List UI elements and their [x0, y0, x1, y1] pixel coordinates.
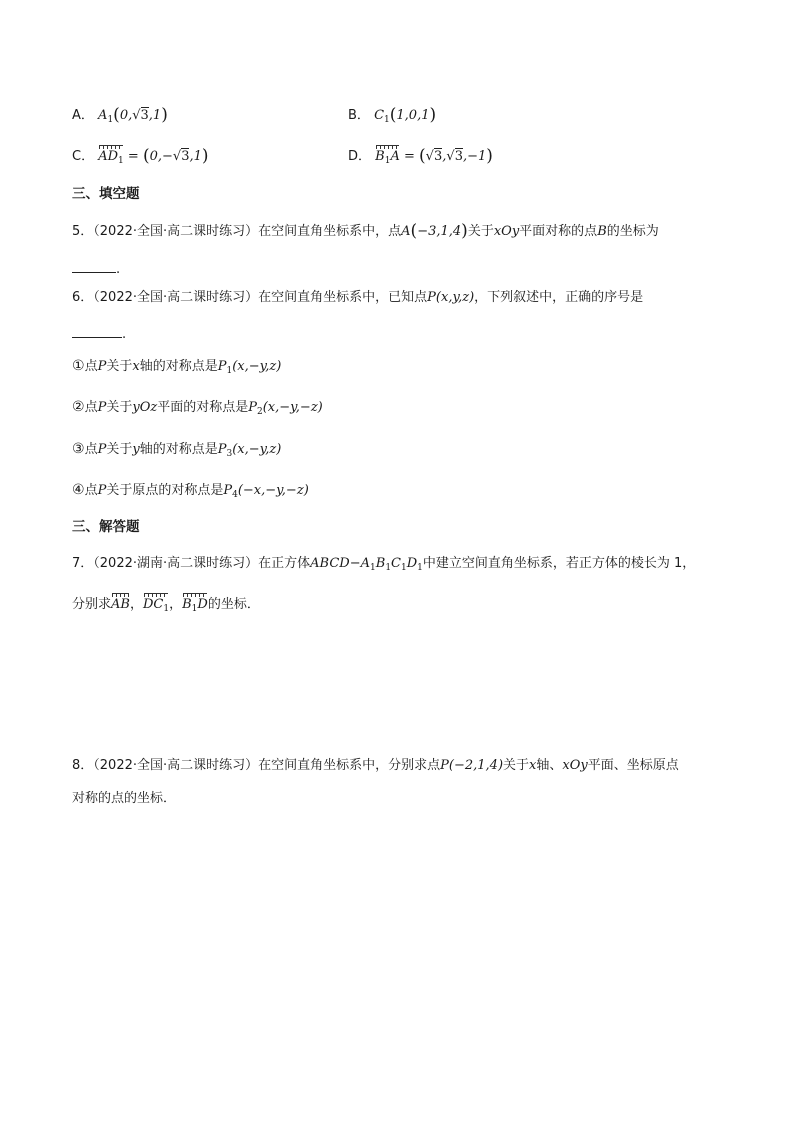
question-6-line-2: . [72, 325, 126, 344]
section-heading-answer: 三、解答题 [72, 519, 140, 535]
q6-source: （2022·全国·高二课时练习） [93, 290, 259, 305]
q7-cube: $ABCD-A_1B_1C_1D_1$ [310, 556, 423, 573]
q6-item-3-result: $P_3(x,-y,z)$ [217, 442, 282, 459]
q6-item-3-axis: y [132, 442, 140, 457]
q8-plane: xOy [562, 758, 588, 773]
q6-item-4-result: $P_4(-x,-y,-z)$ [223, 483, 309, 500]
q6-item-2-plane: yOz [132, 400, 158, 415]
option-c [72, 147, 209, 170]
q7-text-4: 的坐标． [207, 597, 260, 612]
q6-item-1-mark: ① [72, 358, 85, 374]
q5-answer-blank[interactable] [72, 260, 116, 273]
q8-source: （2022·全国·高二课时练习） [93, 758, 259, 773]
q5-source: （2022·全国·高二课时练习） [93, 224, 259, 239]
option-b-math: $C_1(1,0,1)$ [374, 105, 437, 125]
q7-sep-2: ， [169, 597, 183, 612]
question-5-line-1 [72, 222, 659, 241]
q6-item-2 [72, 398, 323, 421]
q6-item-3-pre: 点 [84, 442, 98, 457]
q6-item-3-p: P [97, 442, 107, 457]
q7-vector-dc1: $DC_1$ [143, 596, 169, 618]
question-7-line-1 [72, 555, 695, 577]
q6-item-4-p: P [97, 483, 107, 498]
q5-text-2: 关于 [467, 224, 494, 239]
option-c-label: C． [72, 149, 95, 164]
q6-item-2-p: P [97, 400, 107, 415]
q8-number: 8． [72, 758, 94, 773]
question-5-line-2: . [72, 260, 120, 279]
q5-point-a: A(−3,1,4) [401, 221, 468, 241]
q6-item-1-p: P [97, 359, 107, 374]
q8-text-1: 在空间直角坐标系中，分别求点 [258, 758, 441, 773]
q8-point-p: P(−2,1,4) [440, 758, 504, 773]
option-d-math: $B_1A = (√3,√3,-1)$ [375, 149, 493, 164]
option-d [348, 147, 493, 170]
q6-item-1-result: $P_1(x,-y,z)$ [217, 359, 282, 376]
option-d-label: D． [348, 149, 372, 164]
q5-point-b: B [597, 224, 607, 239]
q7-text-1: 在正方体 [258, 556, 311, 571]
question-8-line-1 [72, 757, 679, 775]
q6-item-3-mark: ③ [72, 441, 85, 457]
q7-text-2: 中建立空间直角坐标系，若正方体的棱长为 1， [422, 556, 696, 571]
q6-text-2: ，下列叙述中，正确的序号是 [474, 290, 644, 305]
q7-number: 7． [72, 556, 94, 571]
q6-item-1-axis: x [132, 359, 140, 374]
q6-item-3-mid: 关于 [106, 442, 133, 457]
q6-item-1-axis-text: 轴的对称点是 [139, 359, 218, 374]
q6-item-1-pre: 点 [84, 359, 98, 374]
q7-sep-1: ， [129, 597, 143, 612]
q6-item-4 [72, 481, 309, 504]
q6-item-2-mid: 关于 [106, 400, 133, 415]
q6-item-3-axis-text: 轴的对称点是 [139, 442, 218, 457]
q6-number: 6． [72, 290, 94, 305]
question-7-line-2 [72, 596, 260, 618]
q6-item-3 [72, 440, 281, 463]
q7-text-3: 分别求 [72, 597, 112, 612]
option-a [72, 106, 168, 129]
q6-text-1: 在空间直角坐标系中，已知点 [258, 290, 428, 305]
q6-item-1-mid: 关于 [106, 359, 133, 374]
q7-source: （2022·湖南·高二课时练习） [93, 556, 259, 571]
q5-text-3: 平面对称的点 [519, 224, 598, 239]
q8-text-4: 平面、坐标原点 [587, 758, 679, 773]
q8-text-2: 关于 [503, 758, 530, 773]
q5-number: 5． [72, 224, 94, 239]
q6-item-2-axis-text: 平面的对称点是 [157, 400, 249, 415]
q7-vector-ab: AB [111, 597, 130, 612]
q6-item-4-mark: ④ [72, 482, 85, 498]
q6-item-4-pre: 点 [84, 483, 98, 498]
q6-answer-blank[interactable] [72, 325, 122, 338]
question-8-line-2: 对称的点的坐标． [72, 791, 177, 806]
option-b [348, 106, 436, 129]
q5-text-1: 在空间直角坐标系中，点 [258, 224, 402, 239]
section-heading-fill: 三、填空题 [72, 186, 140, 202]
option-a-label: A． [72, 108, 94, 123]
option-b-label: B． [348, 108, 370, 123]
q6-item-1 [72, 357, 281, 380]
q6-item-2-result: $P_2(x,-y,-z)$ [248, 400, 323, 417]
q6-item-2-mark: ② [72, 399, 85, 415]
q6-item-2-pre: 点 [84, 400, 98, 415]
question-6-line-1 [72, 289, 643, 307]
q5-text-4: 的坐标为 [606, 224, 659, 239]
option-c-math: $AD_1 = (0,-√3,1)$ [98, 149, 208, 164]
q6-point-p: P(x,y,z) [427, 290, 475, 305]
q7-vector-b1d: $B_1D$ [182, 596, 208, 618]
q8-axis-x: x [529, 758, 537, 773]
option-a-math: $A_1(0,√3,1)$ [98, 105, 168, 125]
q8-text-3: 轴、 [536, 758, 563, 773]
q5-plane: xOy [493, 224, 520, 239]
q6-item-4-mid: 关于原点的对称点是 [106, 483, 224, 498]
